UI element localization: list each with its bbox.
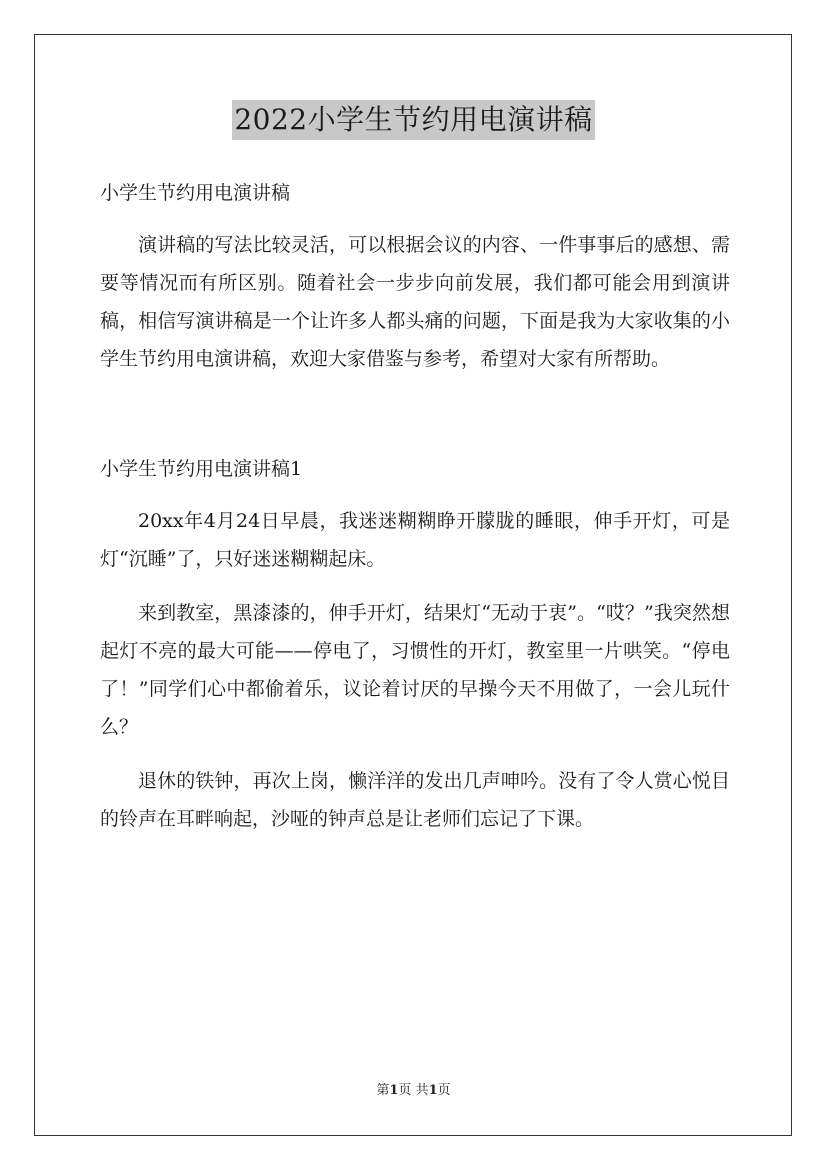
document-body: [100, 174, 730, 854]
intro-paragraph: 演讲稿的写法比较灵活，可以根据会议的内容、一件事事后的感想、需要等情况而有所区别。随着社会一步步向前发展，我们都可能会用到演讲稿，相信写演讲稿是一个让许多人都头痛的问题，下面是我为大家收集的小学生节约用电演讲稿，欢迎大家借鉴与参考，希望对大家有所帮助。: [100, 234, 730, 370]
title-container: [0, 100, 827, 140]
body-paragraph: 来到教室，黑漆漆的，伸手开灯，结果灯“无动于衷”。“哎？”我突然想起灯不亮的最大可能——停电了，习惯性的开灯，教室里一片哄笑。“停电了！”同学们心中都偷着乐，议论着讨厌的早操今天不用做了，一会儿玩什么？: [100, 602, 730, 738]
footer-suffix: 页: [437, 1083, 451, 1098]
footer-total-pages: 1: [428, 1083, 438, 1098]
document-title: 2022小学生节约用电演讲稿: [232, 100, 594, 140]
footer-page-number: 1: [389, 1083, 399, 1098]
body-paragraph: 退休的铁钟，再次上岗，懒洋洋的发出几声呻吟。没有了令人赏心悦目的铃声在耳畔响起，沙哑的钟声总是让老师们忘记了下课。: [100, 770, 730, 830]
document-subtitle: 小学生节约用电演讲稿: [100, 182, 291, 204]
section-heading: 小学生节约用电演讲稿1: [100, 458, 303, 480]
footer-mid: 页 共: [398, 1083, 429, 1098]
page-footer: [0, 1081, 827, 1101]
body-paragraph: 20xx年4月24日早晨，我迷迷糊糊睁开朦胧的睡眼，伸手开灯，可是灯“沉睡”了，只好迷迷糊糊起床。: [100, 510, 730, 570]
footer-prefix: 第: [376, 1083, 390, 1098]
